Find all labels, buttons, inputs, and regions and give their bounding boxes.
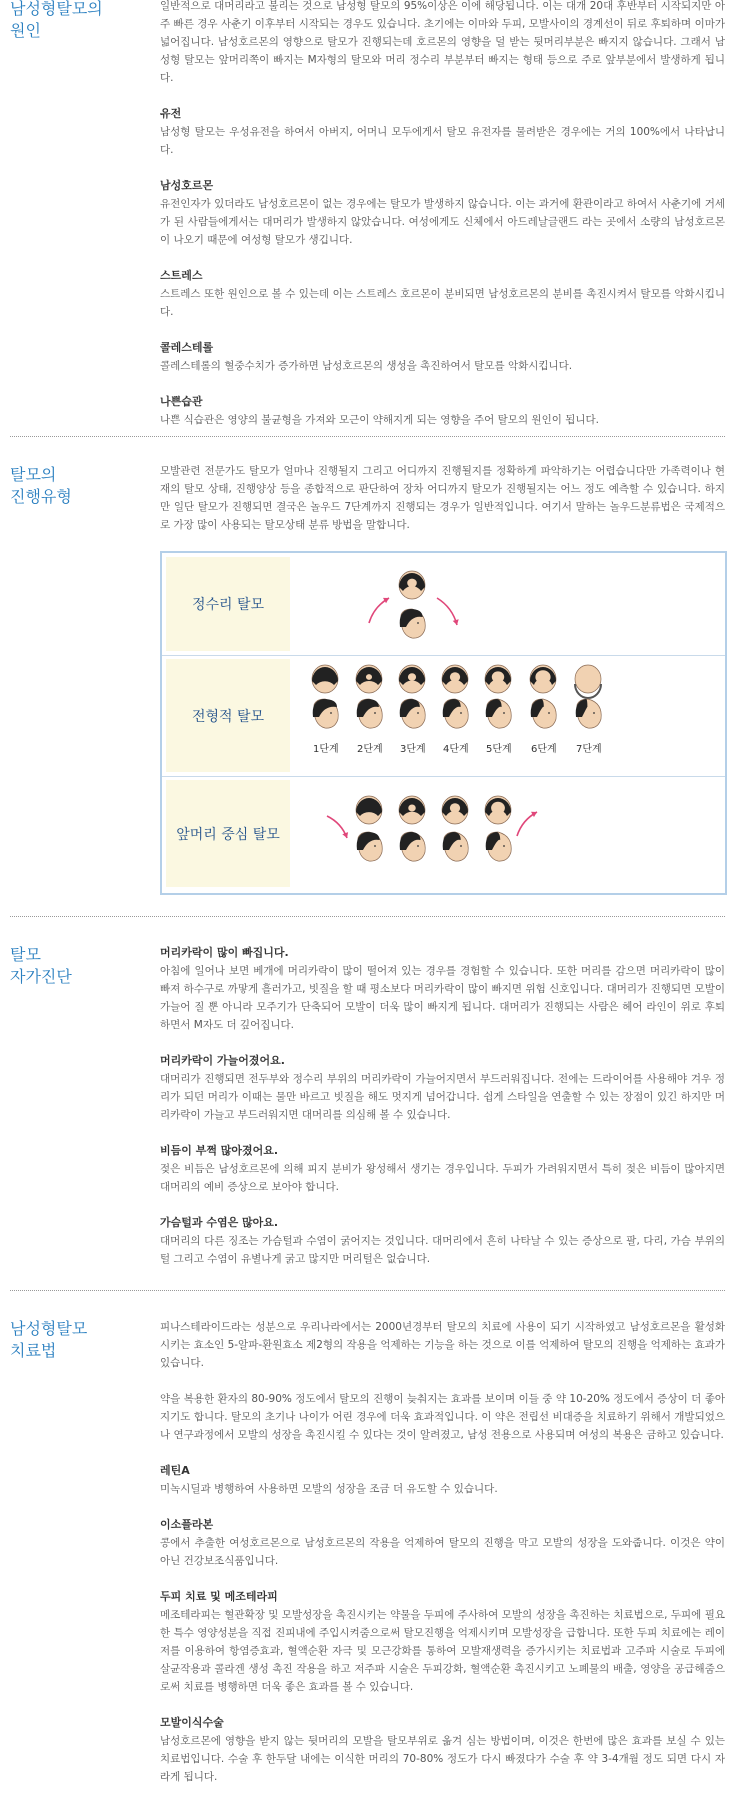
stage-label: 2단계: [357, 744, 383, 755]
intro-paragraph: 모발관련 전문가도 탈모가 얼마나 진행될지 그리고 어디까지 진행될지를 정확하게 파악하기는 어렵습니다만 가족력이나 현재의 탈모 상태, 진행양상 등을 종합적으로 판단하여 장차 어디까지 탈모가 진행될지는 어느 정도 예측할 수 있습니다. 하지만 일단 탈모가 진행되면 결국은 놀우드 7단계까지 진행되는 경우가 일반적입니다. 여기서 말하는 놀우드분류법은 국제적으로 가장 많이 사용되는 탈모상태 분류 방법을 말합니다.: [160, 465, 725, 531]
section-body-treatment: [160, 1318, 725, 1804]
section-title-causes: [10, 0, 103, 42]
item-text: 콩에서 추출한 여성호르몬으로 남성호르몬의 작용을 억제하여 탈모의 진행을 막고 모발의 성장을 도와줍니다. 이것은 약이 아닌 건강보조식품입니다.: [160, 1537, 726, 1567]
item-heading: 스트레스: [160, 269, 203, 282]
item-text: 미녹시딜과 병행하여 사용하면 모발의 성장을 조금 더 유도할 수 있습니다.: [160, 1483, 498, 1495]
diagram-row-crown: [162, 553, 725, 656]
item-text: 유전인자가 있더라도 남성호르몬이 없는 경우에는 탈모가 발생하지 않습니다. 이는 과거에 환관이라고 하여서 사춘기에 거세가 된 사람들에게서는 대머리가 발생하지 않았습니다. 여성에게도 신체에서 아드레날글랜드 라는 곳에서 소량의 남성호르몬이 나오기 때문에 여성형 탈모가 생깁니다.: [160, 198, 725, 246]
section-body-causes: [160, 0, 725, 447]
intro-paragraph: 일반적으로 대머리라고 불리는 것으로 남성형 탈모의 95%이상은 이에 해당됩니다. 이는 대개 20대 후반부터 시작되지만 아주 빠른 경우 사춘기 이후부터 시작되는 경우도 있습니다. 초기에는 이마와 두피, 모발사이의 경계선이 뒤로 후퇴하며 이마가 넓어집니다. 남성호르몬의 영향으로 탈모가 진행되는데 호르몬의 영향을 덜 받는 뒷머리부분은 빠지지 않습니다. 그래서 남성형 탈모는 앞머리쪽이 빠지는 M자형의 탈모와 머리 정수리 부분부터 빠지는 형태 등으로 주로 앞부분에서 발생하게 됩니다.: [160, 0, 725, 84]
head-side-view: [576, 699, 602, 728]
item-text: 메조테라피는 혈관확장 및 모발성장을 촉진시키는 약물을 두피에 주사하여 모발의 성장을 촉진하는 치료법으로, 두피에 필요한 특수 영양성분을 직접 진피내에 주입시켜줌으로써 탈모진행을 억제시키며 모발성장을 급합니다. 또한 두피 치료에는 레이저를 이용하여 항염증효과, 혈액순환 자극 및 모근강화를 통하여 모발재생력을 증가시키는 치료법과 고주파 시술로 두피에 살균작용과 콜라겐 생성 촉진 작용을 하고 저주파 시술은 두피강화, 혈액순환 촉진시키고 노폐물의 배출, 영양을 공급해줌으로써 치료를 병행하면 더욱 좋은 효과를 볼 수 있습니다.: [160, 1609, 725, 1693]
item-text: 나쁜 식습관은 영양의 불균형을 가져와 모근이 약해지게 되는 영향을 주어 탈모의 원인이 됩니다.: [160, 414, 599, 426]
head-top-view: [485, 665, 511, 693]
stage-label: 6단계: [531, 744, 557, 755]
head-side-view: [443, 699, 469, 728]
head-top-view: [312, 665, 338, 693]
item-heading: 유전: [160, 107, 182, 120]
stage-label: 1단계: [313, 744, 339, 755]
item-text: 스트레스 또한 원인으로 볼 수 있는데 이는 스트레스 호르몬이 분비되면 남성호르몬의 분비를 촉진시켜서 탈모를 악화시킵니다.: [160, 288, 725, 318]
item-heading: 머리카락이 많이 빠집니다.: [160, 946, 289, 959]
head-side-view: [400, 699, 426, 728]
item-text: 콜레스테롤의 혈중수치가 증가하면 남성호르몬의 생성을 촉진하여서 탈모를 악화시킵니다.: [160, 360, 573, 372]
item-heading: 가슴털과 수염은 많아요.: [160, 1216, 279, 1229]
item-heading: 모발이식수술: [160, 1716, 224, 1729]
title-line: 치료법: [10, 1341, 57, 1360]
diagram-row-label: 전형적 탈모: [166, 659, 290, 772]
item-heading: 두피 치료 및 메조테라피: [160, 1590, 278, 1603]
item-text: 남성형 탈모는 우성유전을 하여서 아버지, 어머니 모두에게서 탈모 유전자를 물려받은 경우에는 거의 100%에서 나타납니다.: [160, 126, 725, 156]
stage-label: 7단계: [576, 744, 602, 755]
head-top-view: [399, 796, 425, 824]
arrow-down-icon: [437, 598, 459, 625]
item-text: 대머리의 다른 징조는 가슴털과 수염이 굵어지는 것입니다. 대머리에서 흔히 나타날 수 있는 증상으로 팔, 다리, 가슴 부위의 털 그리고 수염이 유별나게 굵고 많지만 머리털은 없습니다.: [160, 1235, 725, 1265]
head-side-view: [400, 832, 426, 861]
head-side-view: [400, 609, 426, 638]
illustration-svg: [297, 655, 721, 776]
title-line: 탈모의: [10, 465, 57, 484]
section-body-progression: [160, 462, 725, 552]
item-text: 대머리가 진행되면 전두부와 정수리 부위의 머리카락이 가늘어지면서 부드러워집니다. 전에는 드라이어를 사용해야 겨우 정리가 되던 머리가 이때는 물만 바르고 빗질을 해도 멋지게 넘어갑니다. 쉽게 스타일을 연출할 수 있는 장점이 있긴 하지만 머리카락이 가늘고 부드러워지면 대머리를 의심해 볼 수 있습니다.: [160, 1073, 725, 1121]
title-line: 진행유형: [10, 487, 72, 506]
item-text: 아침에 일어나 보면 베개에 머리카락이 많이 떨어져 있는 경우를 경험할 수 있습니다. 또한 머리를 감으면 머리카락이 많이 빠져 하수구로 까맣게 흘러가고, 빗질을 할 때 평소보다 머리카락이 많이 빠지면 위험 신호입니다. 대머리가 진행되면 모발이 가늘어 질 뿐 아니라 모주기가 단축되어 모발이 더욱 많이 빠지게 됩니다. 대머리가 진행되는 사람은 헤어 라인이 위로 후퇴하면서 M자도 더 깊어집니다.: [160, 965, 725, 1031]
typical-illustration: [297, 655, 721, 776]
item-heading: 콜레스테롤: [160, 341, 214, 354]
section-divider: [10, 1290, 725, 1291]
stage-label: 3단계: [400, 744, 426, 755]
item-heading: 비듬이 부쩍 많아졌어요.: [160, 1144, 279, 1157]
head-top-view: [442, 665, 468, 693]
illustration-svg: [297, 553, 721, 655]
head-top-view: [356, 796, 382, 824]
head-top-view: [485, 796, 511, 824]
norwood-diagram: [160, 551, 727, 895]
item-heading: 남성호르몬: [160, 179, 214, 192]
section-divider: [10, 436, 725, 437]
item-heading: 레틴A: [160, 1464, 190, 1477]
section-title-progression: [10, 464, 72, 508]
title-line: 원인: [10, 21, 41, 40]
section-title-self-diagnosis: [10, 944, 72, 988]
item-heading: 이소플라본: [160, 1518, 214, 1531]
section-title-treatment: [10, 1318, 87, 1362]
head-side-view: [313, 699, 339, 728]
head-top-view: [399, 571, 425, 599]
title-line: 탈모: [10, 945, 41, 964]
head-top-view: [399, 665, 425, 693]
section-body-self-diagnosis: [160, 944, 725, 1286]
title-line: 남성형탈모의: [10, 0, 103, 18]
arrow-down-icon: [327, 816, 348, 838]
head-side-view: [531, 699, 557, 728]
diagram-row-typical: [162, 655, 725, 777]
item-heading: 머리카락이 가늘어졌어요.: [160, 1054, 285, 1067]
head-top-view: [356, 665, 382, 693]
head-side-view: [357, 699, 383, 728]
head-top-view: [442, 796, 468, 824]
frontal-illustration: [297, 776, 721, 891]
head-side-view: [486, 832, 512, 861]
item-text: 젖은 비듬은 남성호르몬에 의해 피지 분비가 왕성해서 생기는 경우입니다. 두피가 가려워지면서 특히 젖은 비듬이 많아지면 대머리의 예비 증상으로 보아야 합니다.: [160, 1163, 725, 1193]
diagram-row-label: 앞머리 중심 탈모: [166, 780, 290, 887]
title-line: 자가진단: [10, 967, 72, 986]
arrow-up-icon: [517, 812, 537, 836]
paragraph: 약을 복용한 환자의 80-90% 정도에서 탈모의 진행이 늦춰지는 효과를 보이며 이들 중 약 10-20% 정도에서 증상이 더 좋아지기도 합니다. 탈모의 초기나 나이가 어린 경우에 더욱 효과적입니다. 이 약은 전립선 비대증을 치료하기 위해서 개발되었으나 연구과정에서 모발의 성장을 촉진시킬 수 있다는 것이 알려졌고, 남성 전용으로 사용되며 여성의 복용은 금하고 있습니다.: [160, 1393, 725, 1441]
head-top-view: [530, 665, 556, 693]
head-side-view: [486, 699, 512, 728]
diagram-row-frontal: [162, 776, 725, 891]
head-side-view: [443, 832, 469, 861]
stage-label: 5단계: [486, 744, 512, 755]
crown-illustration: [297, 553, 721, 655]
paragraph: 피나스테라이드라는 성분으로 우리나라에서는 2000년경부터 탈모의 치료에 사용이 되기 시작하였고 남성호르몬을 활성화시키는 효소인 5-알파-환원효소 제2형의 작용을 억제하는 기능을 하는 것으로 이를 억제하여 탈모의 진행을 억제하는 효과가 있습니다.: [160, 1321, 725, 1369]
head-side-view: [357, 832, 383, 861]
item-text: 남성호르몬에 영향을 받지 않는 뒷머리의 모발을 탈모부위로 옮겨 심는 방법이며, 이것은 한번에 많은 효과를 보실 수 있는 치료법입니다. 수술 후 한두달 내에는 이식한 머리의 70-80% 정도가 다시 빠졌다가 수술 후 약 3-4개월 정도 되면 다시 자라게 됩니다.: [160, 1735, 725, 1783]
stage-label: 4단계: [443, 744, 469, 755]
diagram-row-label: 정수리 탈모: [166, 557, 290, 651]
illustration-svg: [297, 776, 721, 891]
arrow-up-icon: [369, 598, 389, 623]
head-top-view: [575, 665, 601, 698]
item-heading: 나쁜습관: [160, 395, 203, 408]
section-divider: [10, 916, 725, 917]
title-line: 남성형탈모: [10, 1319, 88, 1338]
